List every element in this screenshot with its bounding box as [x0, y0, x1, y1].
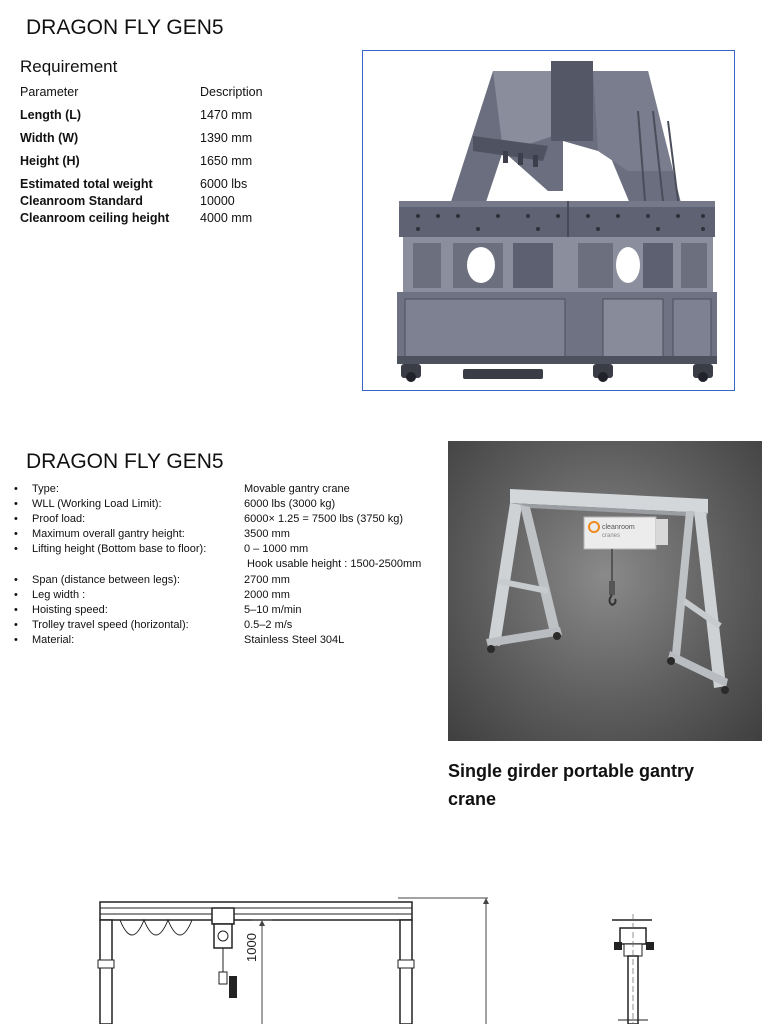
param-length: Length (L)	[20, 108, 82, 122]
spec-param: Lifting height (Bottom base to floor):	[32, 543, 207, 555]
slide2-title: DRAGON FLY GEN5	[26, 450, 224, 473]
caption-line-2: crane	[448, 789, 497, 809]
dimension-label: 1000	[244, 933, 259, 962]
spec-value: 0 – 1000 mm	[244, 543, 309, 555]
spec-value: 2000 mm	[244, 589, 290, 601]
spec-value: Hook usable height : 1500-2500mm	[244, 558, 422, 570]
gantry-caption	[448, 757, 758, 813]
spec-param: WLL (Working Load Limit):	[32, 498, 162, 510]
spec-param: Proof load:	[32, 513, 86, 525]
requirement-table	[20, 85, 350, 235]
spec-value: Movable gantry crane	[244, 483, 350, 495]
gantry-technical-drawing	[0, 880, 768, 1024]
spec-param: Material:	[32, 634, 75, 646]
spec-value: Stainless Steel 304L	[244, 634, 345, 646]
header-parameter: Parameter	[20, 85, 79, 99]
value-cleanroom-standard: 10000	[200, 194, 235, 208]
technical-drawing-svg	[0, 880, 768, 1024]
hoist-brand-sub-label: cranes	[602, 533, 621, 539]
crane-spec-list: • Type: Movable gantry crane • WLL (Working Load Limit): 6000 lbs (3000 kg) • Proof load: 6000× 1.25 = 7500 lbs (3750 kg) • Maximum overall gantry height: 3500 mm • Lifting height (Bottom base to floor): 0 – 1000 mm Hook usable height : 1500-2500mm • Span (distance between legs): 2700 mm • Leg width : 2000 mm • Hoisting speed: 5–10 m/min • Trolley travel speed (horizontal): 0.5–2 m/s • Material: Stainless Steel 304L	[14, 483, 422, 646]
param-ceiling-height: Cleanroom ceiling height	[20, 211, 170, 225]
value-ceiling-height: 4000 mm	[200, 211, 253, 225]
slide1-title: DRAGON FLY GEN5	[26, 16, 224, 39]
gantry-crane-illustration	[448, 441, 762, 741]
spec-param: Leg width :	[32, 589, 86, 601]
param-weight: Estimated total weight	[20, 177, 153, 191]
param-height: Height (H)	[20, 154, 80, 168]
spec-value: 3500 mm	[244, 528, 290, 540]
spec-param: Maximum overall gantry height:	[32, 528, 185, 540]
value-length: 1470 mm	[200, 108, 253, 122]
param-width: Width (W)	[20, 131, 79, 145]
spec-value: 0.5–2 m/s	[244, 619, 293, 631]
header-description: Description	[200, 85, 263, 99]
spec-value: 6000 lbs (3000 kg)	[244, 498, 336, 510]
requirement-heading: Requirement	[20, 57, 118, 76]
machine-illustration	[363, 51, 734, 390]
hoist-brand-label: cleanroom	[602, 524, 635, 531]
spec-param: Hoisting speed:	[32, 604, 108, 616]
spec-param: Span (distance between legs):	[32, 574, 180, 586]
spec-value: 6000× 1.25 = 7500 lbs (3750 kg)	[244, 513, 404, 525]
spec-param: Type:	[32, 483, 59, 495]
spec-param: Trolley travel speed (horizontal):	[32, 619, 189, 631]
value-width: 1390 mm	[200, 131, 253, 145]
param-cleanroom-standard: Cleanroom Standard	[20, 194, 143, 208]
spec-value: 2700 mm	[244, 574, 290, 586]
caption-line-1: Single girder portable gantry	[448, 761, 695, 781]
machine-cad-render	[362, 50, 735, 391]
value-height: 1650 mm	[200, 154, 253, 168]
spec-value: 5–10 m/min	[244, 604, 302, 616]
gantry-crane-photo	[448, 441, 762, 741]
value-weight: 6000 lbs	[200, 177, 248, 191]
